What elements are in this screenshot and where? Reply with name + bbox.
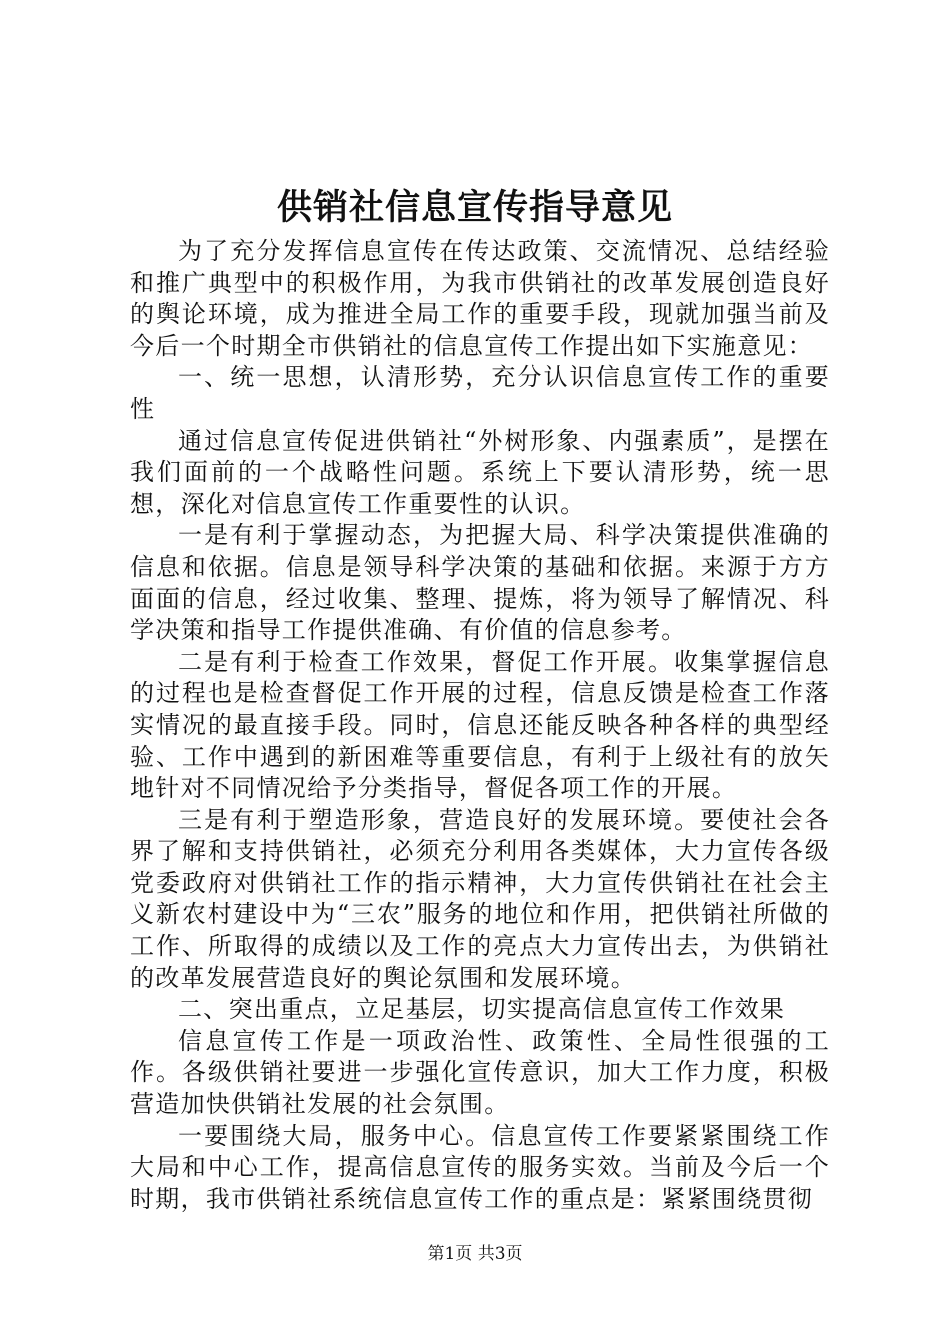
document-body (130, 236, 830, 1215)
paragraph: 一要围绕大局，服务中心。信息宣传工作要紧紧围绕工作大局和中心工作，提高信息宣传的服务实效。当前及今后一个时期，我市供销社系统信息宣传工作的重点是：紧紧围绕贯彻 (130, 1121, 830, 1213)
paragraph: 为了充分发挥信息宣传在传达政策、交流情况、总结经验和推广典型中的积极作用，为我市供销社的改革发展创造良好的舆论环境，成为推进全局工作的重要手段，现就加强当前及今后一个时期全市供销社的信息宣传工作提出如下实施意见： (130, 237, 830, 360)
paragraph: 一是有利于掌握动态，为把握大局、科学决策提供准确的信息和依据。信息是领导科学决策的基础和依据。来源于方方面面的信息，经过收集、整理、提炼，将为领导了解情况、科学决策和指导工作提供准确、有价值的信息参考。 (130, 521, 830, 645)
page-number-footer: 第1页 共3页 (427, 1244, 523, 1264)
paragraph: 通过信息宣传促进供销社“外树形象、内强素质”，是摆在我们面前的一个战略性问题。系统上下要认清形势，统一思想，深化对信息宣传工作重要性的认识。 (130, 426, 830, 518)
document-title: 供销社信息宣传指导意见 (276, 187, 673, 228)
section-heading: 一、统一思想，认清形势，充分认识信息宣传工作的重要性 (130, 363, 830, 423)
paragraph: 二是有利于检查工作效果，督促工作开展。收集掌握信息的过程也是检查督促工作开展的过程，信息反馈是检查工作落实情况的最直接手段。同时，信息还能反映各种各样的典型经验、工作中遇到的新困难等重要信息，有利于上级社有的放矢地针对不同情况给予分类指导，督促各项工作的开展。 (130, 647, 830, 803)
section-heading: 二、突出重点，立足基层，切实提高信息宣传工作效果 (178, 995, 786, 1024)
paragraph: 信息宣传工作是一项政治性、政策性、全局性很强的工作。各级供销社要进一步强化宣传意识，加大工作力度，积极营造加快供销社发展的社会氛围。 (130, 1026, 830, 1119)
paragraph: 三是有利于塑造形象，营造良好的发展环境。要使社会各界了解和支持供销社，必须充分利用各类媒体，大力宣传各级党委政府对供销社工作的指示精神，大力宣传供销社在社会主义新农村建设中为“三农”服务的地位和作用，把供销社所做的工作、所取得的成绩以及工作的亮点大力宣传出去，为供销社的改革发展营造良好的舆论氛围和发展环境。 (130, 805, 830, 992)
